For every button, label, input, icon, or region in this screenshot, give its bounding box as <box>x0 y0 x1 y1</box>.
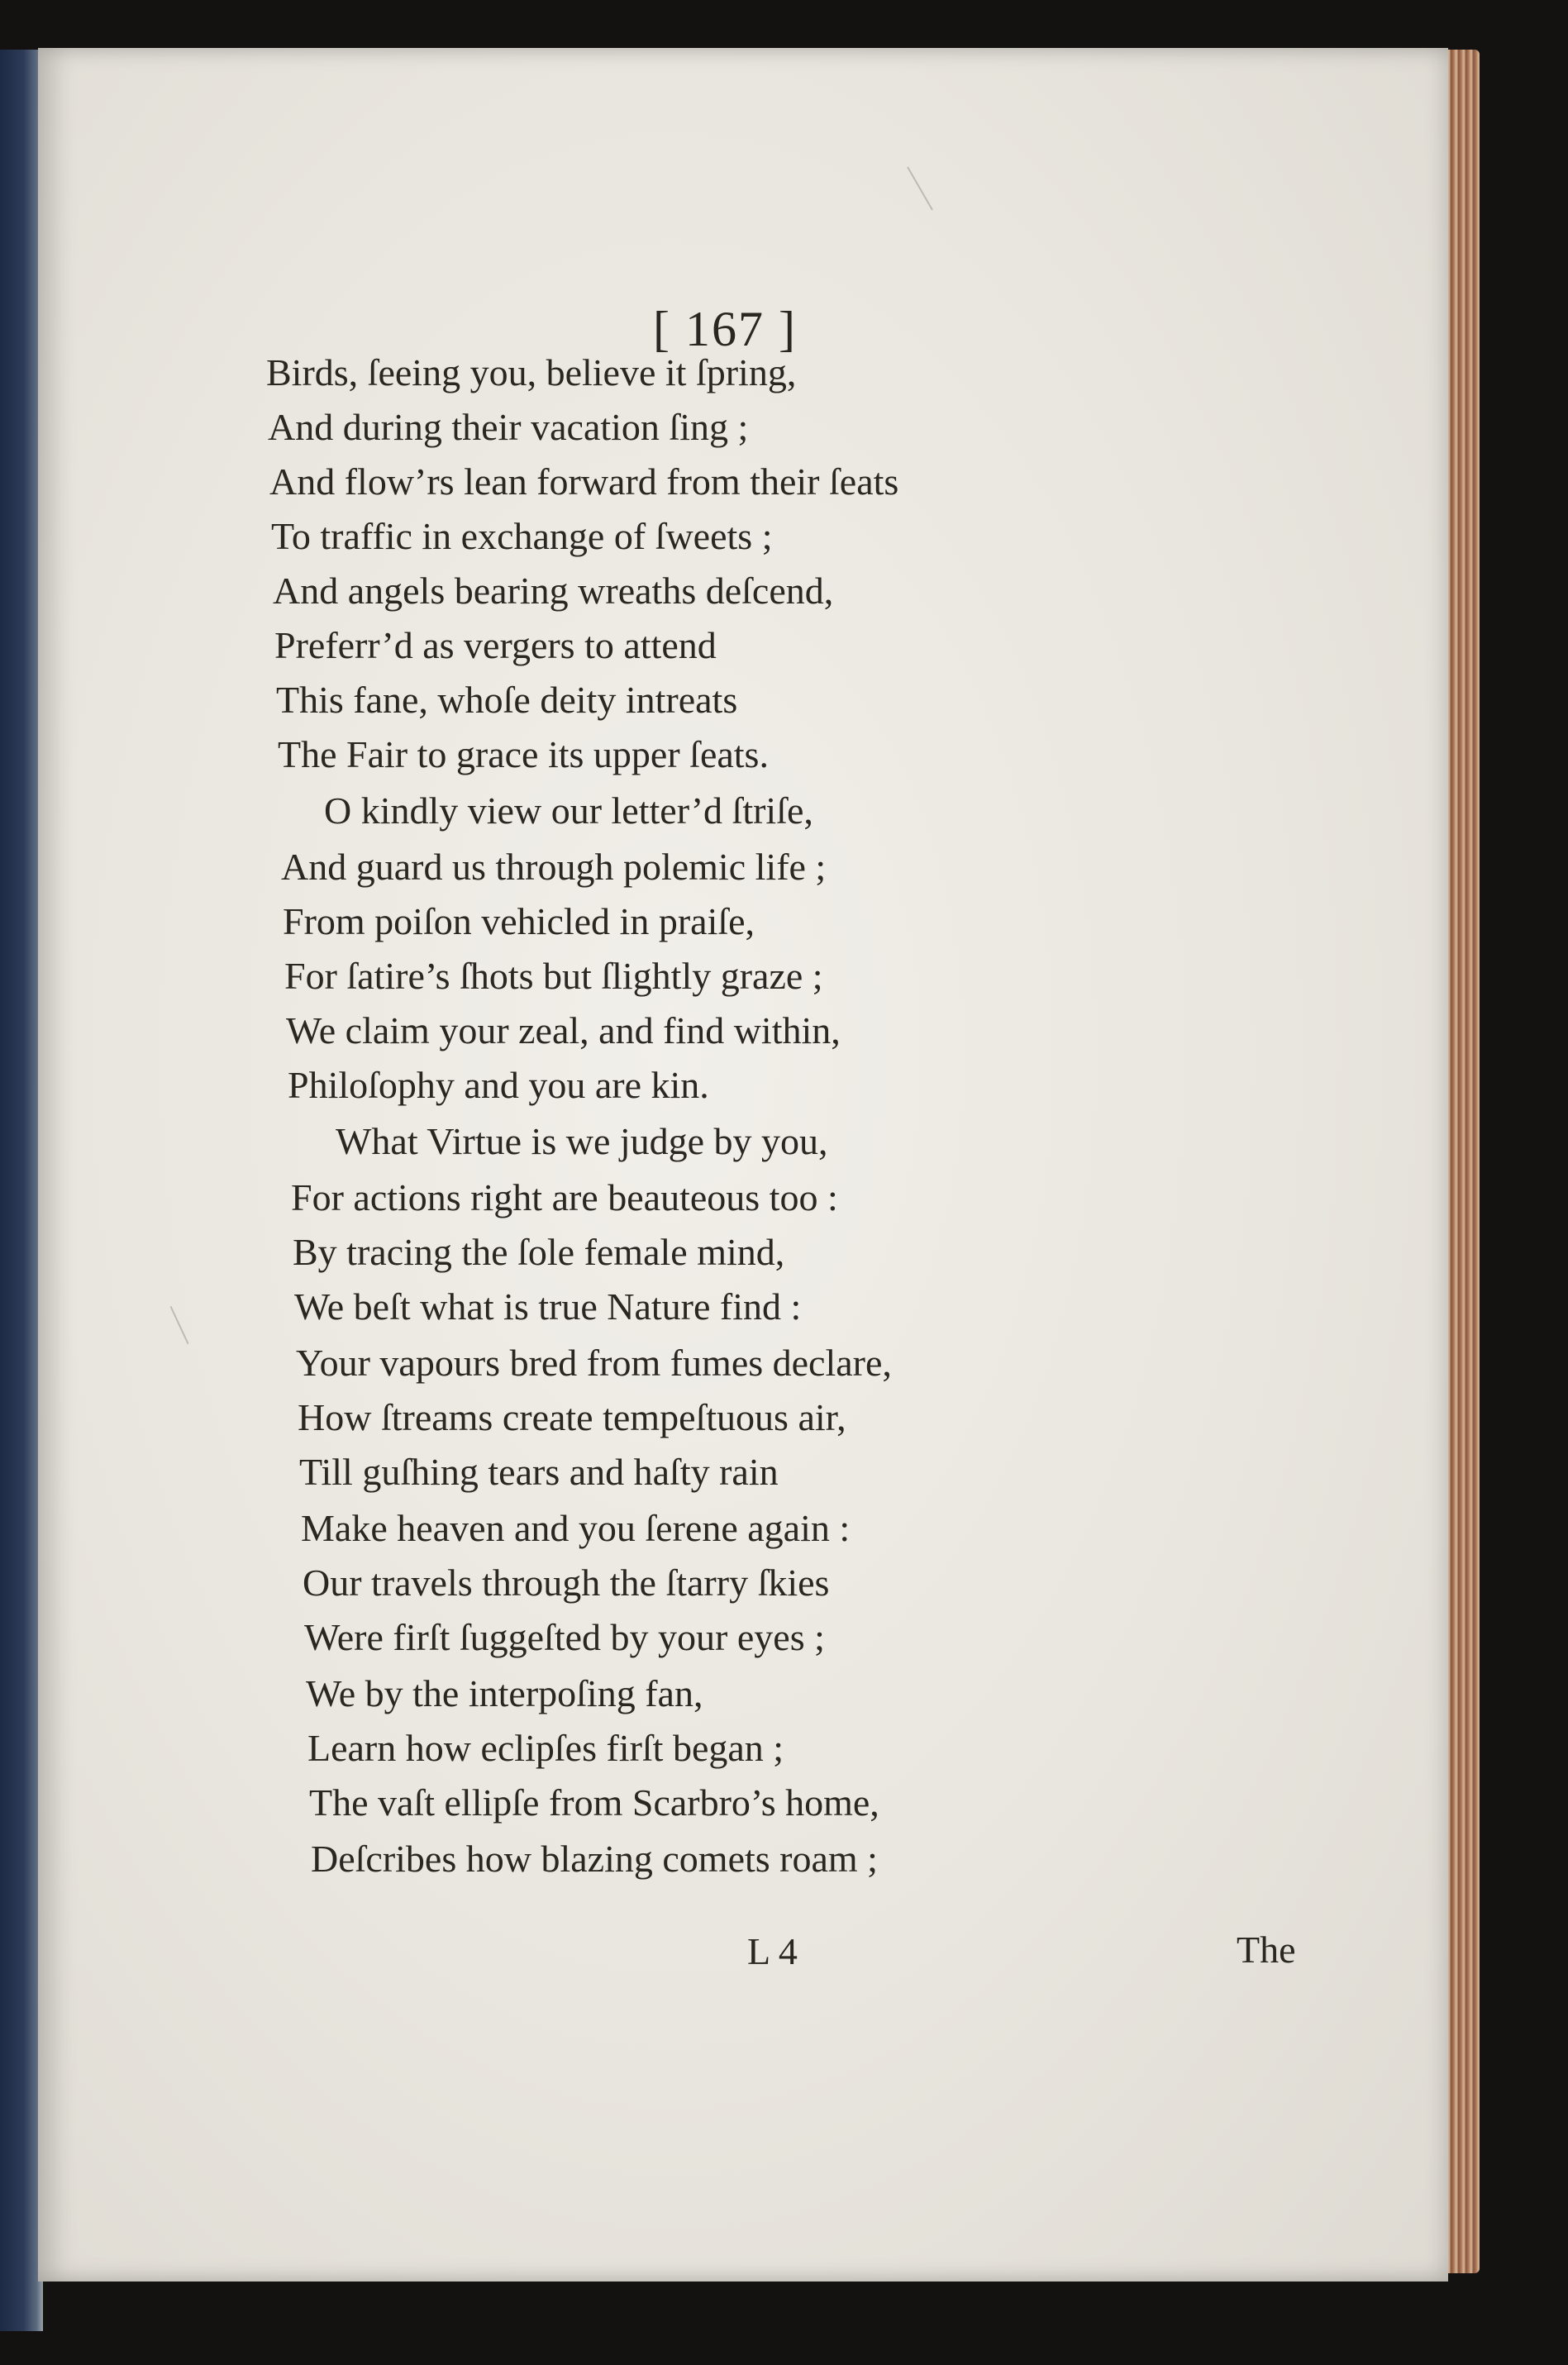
poem-line: What Virtue is we judge by you, <box>336 1120 828 1162</box>
poem-line: For ſatire’s ſhots but ſlightly graze ; <box>284 955 823 997</box>
poem-line: How ſtreams create tempeſtuous air, <box>298 1396 846 1438</box>
poem-line: Our travels through the ſtarry ſkies <box>303 1562 830 1604</box>
poem-line: The Fair to grace its upper ſeats. <box>278 733 769 775</box>
poem-line: We beſt what is true Nature find : <box>294 1285 802 1328</box>
poem-line: From poiſon vehicled in praiſe, <box>283 900 755 942</box>
page-number: [ 167 ] <box>653 302 797 356</box>
poem-line: Learn how eclipſes firſt began ; <box>307 1727 784 1769</box>
poem-line: O kindly view our letter’d ſtriſe, <box>324 789 813 832</box>
poem-line: The vaſt ellipſe from Scarbro’s home, <box>309 1781 879 1824</box>
poem-line: Philoſophy and you are kin. <box>288 1064 709 1106</box>
signature-mark: L 4 <box>747 1930 798 1972</box>
book-page <box>38 48 1448 2282</box>
poem-line: And angels bearing wreaths deſcend, <box>273 570 834 612</box>
poem-line: We by the interpoſing fan, <box>306 1672 703 1714</box>
poem-line: Birds, ſeeing you, believe it ſpring, <box>266 351 797 393</box>
poem-line: Were firſt ſuggeſted by your eyes ; <box>304 1616 825 1658</box>
poem-line: This fane, whoſe deity intreats <box>276 679 738 721</box>
book-cover-edge <box>0 50 43 2331</box>
poem-line: Your vapours bred from fumes declare, <box>296 1342 892 1384</box>
poem-line: Make heaven and you ſerene again : <box>301 1507 851 1549</box>
poem-line: For actions right are beauteous too : <box>291 1176 838 1218</box>
poem-line: And guard us through polemic life ; <box>281 846 827 888</box>
poem-line: We claim your zeal, and find within, <box>286 1009 841 1051</box>
poem-line: And during their vacation ſing ; <box>268 406 749 448</box>
poem-line: And flow’rs lean forward from their ſeats <box>269 460 899 503</box>
poem-line: Preferr’d as vergers to attend <box>274 624 717 666</box>
poem-line: To traffic in exchange of ſweets ; <box>271 515 773 557</box>
poem-line: Deſcribes how blazing comets roam ; <box>311 1838 878 1880</box>
catchword: The <box>1237 1929 1296 1971</box>
poem-line: By tracing the ſole female mind, <box>293 1231 785 1273</box>
poem-line: Till guſhing tears and haſty rain <box>299 1451 779 1493</box>
